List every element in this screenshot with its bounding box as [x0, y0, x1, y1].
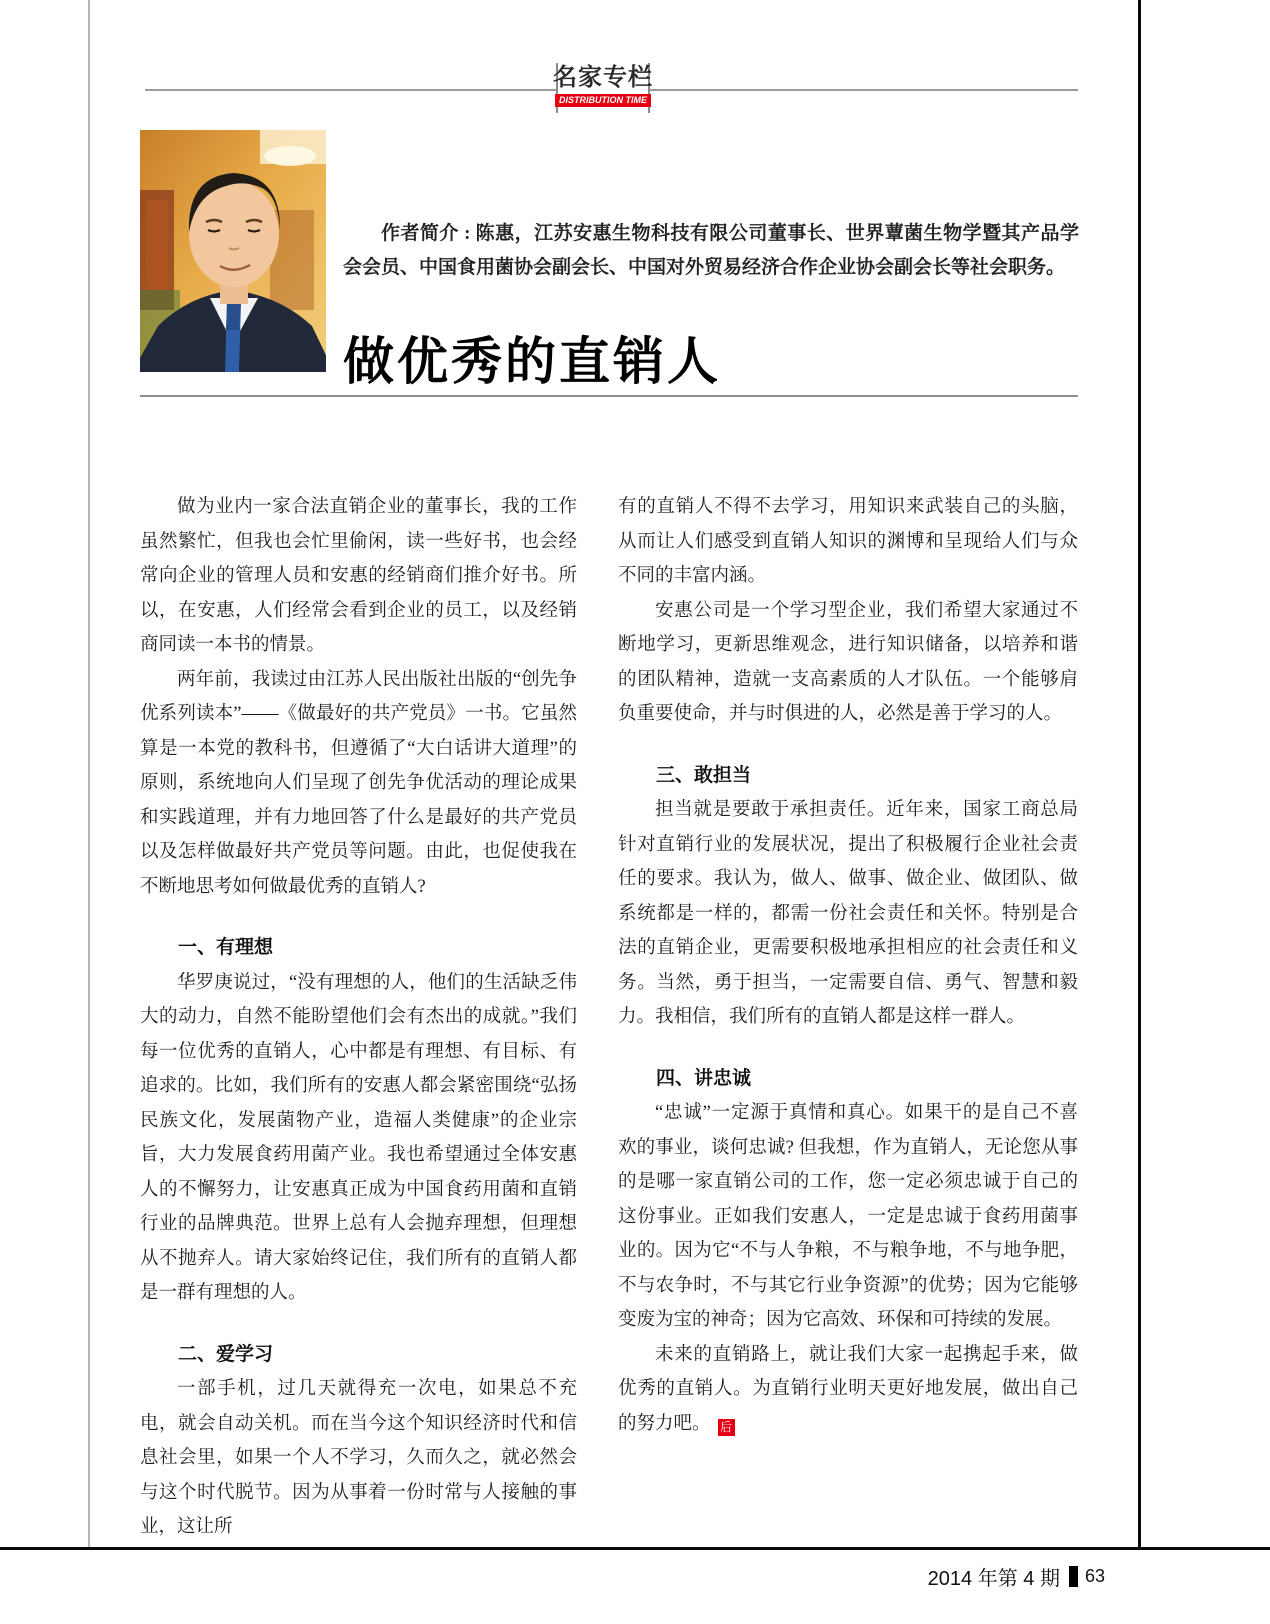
- footer-issue: 2014 年第 4 期: [927, 1568, 1060, 1590]
- article-end-mark-icon: 后: [718, 1419, 735, 1436]
- section-heading: 三、敢担当: [656, 764, 752, 786]
- article-paragraph: 担当就是要敢于承担责任。近年来，国家工商总局针对直销行业的发展状况，提出了积极履行企业社会责任的要求。我认为，做人、做事、做企业、做团队、做系统都是一样的，都需一份社会责任和关怀。特别是合法的直销企业，更需要积极地承担相应的社会责任和义务。当然，勇于担当，一定需要自信、勇气、智慧和毅力。我相信，我们所有的直销人都是这样一群人。: [618, 800, 1078, 1027]
- article-body: [140, 490, 1078, 1545]
- column-title: 名家专栏: [553, 64, 653, 91]
- section-heading: 一、有理想: [178, 937, 274, 958]
- article-paragraph: 做为业内一家合法直销企业的董事长，我的工作虽然繁忙，但我也会忙里偷闲，读一些好书，也会经常向企业的管理人员和安惠的经销商们推介好书。所以，在安惠，人们经常会看到企业的员工，以及经销商同读一本书的情景。: [140, 497, 577, 655]
- article-paragraph: “忠诚”一定源于真情和真心。如果干的是自己不喜欢的事业，谈何忠诚? 但我想，作为直销人，无论您从事的是哪一家直销公司的工作，您一定必须忠诚于自己的这份事业。正如我们安惠人，一定是忠诚于食药用菌事业的。因为它“不与人争粮，不与粮争地，不与地争肥，不与农争时，不与其它行业争资源”的优势；因为它能够变废为宝的神奇；因为它高效、环保和可持续的发展。: [618, 1103, 1078, 1330]
- article-paragraph: 两年前，我读过由江苏人民出版社出版的“创先争优系列读本”——《做最好的共产党员》一书。它虽然算是一本党的教科书，但遵循了“大白话讲大道理”的原则，系统地向人们呈现了创先争优活动的理论成果和实践道理，并有力地回答了什么是最好的共产党员以及怎样做最好共产党员等问题。由此，也促使我在不断地思考如何做最优秀的直销人?: [140, 669, 577, 897]
- author-intro: 作者简介 : 陈惠，江苏安惠生物科技有限公司董事长、世界蕈菌生物学暨其产品学会会员、中国食用菌协会副会长、中国对外贸易经济合作企业协会副会长等社会职务。: [343, 223, 1079, 278]
- footer-page-number: 63: [1084, 1566, 1105, 1586]
- section-heading: 二、爱学习: [178, 1343, 274, 1365]
- article-paragraph: 一部手机，过几天就得充一次电，如果总不充电，就会自动关机。而在当今这个知识经济时代和信息社会里，如果一个人不学习，久而久之，就必然会与这个时代脱节。因为从事着一份时常与人接触的事业，这让所: [140, 1379, 577, 1537]
- page-footer: [928, 1562, 1105, 1591]
- column-badge: DISTRIBUTION TIME: [555, 94, 651, 107]
- author-photo: [140, 130, 326, 372]
- article-column-left: [140, 490, 577, 1545]
- right-margin-rule: [1138, 0, 1141, 1547]
- column-label-box: [553, 63, 653, 113]
- header-rule-left: [145, 89, 556, 91]
- article-paragraph: 未来的直销路上，就让我们大家一起携起手来，做优秀的直销人。为直销行业明天更好地发展，做出自己的努力吧。 后: [618, 1344, 1078, 1434]
- title-divider-rule: [140, 395, 1078, 397]
- article-column-right: [618, 490, 1078, 1545]
- footer-rule: [0, 1547, 1270, 1550]
- footer-bar-icon: [1069, 1566, 1078, 1587]
- article-paragraph: 华罗庚说过，“没有理想的人，他们的生活缺乏伟大的动力，自然不能盼望他们会有杰出的成就。”我们每一位优秀的直销人，心中都是有理想、有目标、有追求的。比如，我们所有的安惠人都会紧密围绕“弘扬民族文化，发展菌物产业，造福人类健康”的企业宗旨，大力发展食药用菌产业。我也希望通过全体安惠人的不懈努力，让安惠真正成为中国食药用菌和直销行业的品牌典范。世界上总有人会抛弃理想，但理想从不抛弃人。请大家始终记住，我们所有的直销人都是一群有理想的人。: [140, 972, 577, 1303]
- header-rule-right: [647, 89, 1078, 91]
- article-paragraph: 有的直销人不得不去学习，用知识来武装自己的头脑，从而让人们感受到直销人知识的渊博和呈现给人们与众不同的丰富内涵。: [618, 497, 1078, 586]
- page-title: 做优秀的直销人: [343, 333, 722, 391]
- section-heading: 四、讲忠诚: [656, 1067, 752, 1089]
- article-paragraph: 安惠公司是一个学习型企业，我们希望大家通过不断地学习，更新思维观念，进行知识储备，以培养和谐的团队精神，造就一支高素质的人才队伍。一个能够肩负重要使命，并与时俱进的人，必然是善于学习的人。: [618, 600, 1078, 724]
- left-margin-rule: [88, 0, 90, 1547]
